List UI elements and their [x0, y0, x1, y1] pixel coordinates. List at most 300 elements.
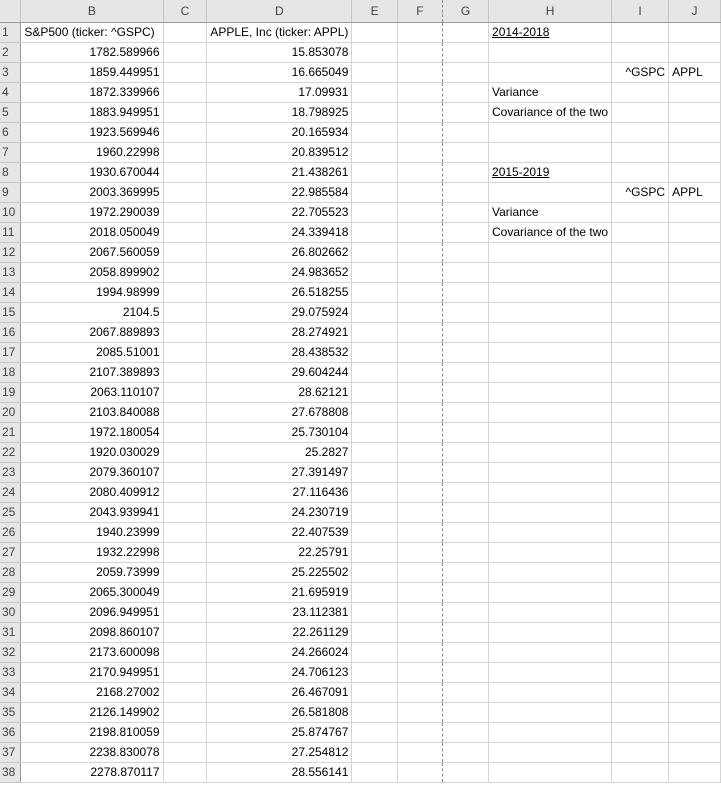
cell-h26[interactable]	[489, 523, 612, 543]
cell-g6[interactable]	[443, 123, 489, 143]
cell-e27[interactable]	[352, 543, 397, 563]
cell-h38[interactable]	[489, 763, 612, 783]
cell-g8[interactable]	[443, 163, 489, 183]
cell-c6[interactable]	[163, 123, 207, 143]
cell-e6[interactable]	[352, 123, 397, 143]
cell-j27[interactable]	[669, 543, 721, 563]
cell-i19[interactable]	[612, 383, 669, 403]
cell-f20[interactable]	[397, 403, 442, 423]
cell-i28[interactable]	[612, 563, 669, 583]
row-header[interactable]: 18	[0, 363, 21, 383]
cell-e8[interactable]	[352, 163, 397, 183]
cell-g11[interactable]	[443, 223, 489, 243]
cell-h12[interactable]	[489, 243, 612, 263]
cell-e36[interactable]	[352, 723, 397, 743]
cell-e28[interactable]	[352, 563, 397, 583]
row-header[interactable]: 7	[0, 143, 21, 163]
cell-i8[interactable]	[612, 163, 669, 183]
row-header[interactable]: 3	[0, 63, 21, 83]
cell-j34[interactable]	[669, 683, 721, 703]
column-header-d[interactable]: D	[207, 0, 352, 23]
cell-g31[interactable]	[443, 623, 489, 643]
cell-f22[interactable]	[397, 443, 442, 463]
cell-j2[interactable]	[669, 43, 721, 63]
row-header[interactable]: 9	[0, 183, 21, 203]
cell-c38[interactable]	[163, 763, 207, 783]
cell-d35[interactable]	[207, 703, 352, 723]
cell-g7[interactable]	[443, 143, 489, 163]
cell-b9[interactable]	[21, 183, 163, 203]
cell-b29[interactable]	[21, 583, 163, 603]
cell-g36[interactable]	[443, 723, 489, 743]
cell-c11[interactable]	[163, 223, 207, 243]
cell-h10[interactable]	[489, 203, 612, 223]
cell-b12[interactable]	[21, 243, 163, 263]
cell-d29[interactable]	[207, 583, 352, 603]
cell-g19[interactable]	[443, 383, 489, 403]
cell-g1[interactable]	[443, 23, 489, 43]
cell-d25[interactable]	[207, 503, 352, 523]
cell-b19[interactable]	[21, 383, 163, 403]
row-header[interactable]: 4	[0, 83, 21, 103]
cell-e37[interactable]	[352, 743, 397, 763]
cell-j13[interactable]	[669, 263, 721, 283]
cell-i25[interactable]	[612, 503, 669, 523]
cell-c29[interactable]	[163, 583, 207, 603]
cell-h19[interactable]	[489, 383, 612, 403]
cell-g17[interactable]	[443, 343, 489, 363]
cell-c36[interactable]	[163, 723, 207, 743]
cell-e26[interactable]	[352, 523, 397, 543]
cell-c32[interactable]	[163, 643, 207, 663]
row-header[interactable]: 23	[0, 463, 21, 483]
cell-g35[interactable]	[443, 703, 489, 723]
cell-d34[interactable]	[207, 683, 352, 703]
cell-e24[interactable]	[352, 483, 397, 503]
cell-b18[interactable]	[21, 363, 163, 383]
cell-b27[interactable]	[21, 543, 163, 563]
cell-e18[interactable]	[352, 363, 397, 383]
cell-f4[interactable]	[397, 83, 442, 103]
cell-f9[interactable]	[397, 183, 442, 203]
cell-f12[interactable]	[397, 243, 442, 263]
cell-h16[interactable]	[489, 323, 612, 343]
cell-f5[interactable]	[397, 103, 442, 123]
cell-f27[interactable]	[397, 543, 442, 563]
cell-g23[interactable]	[443, 463, 489, 483]
cell-c34[interactable]	[163, 683, 207, 703]
cell-g5[interactable]	[443, 103, 489, 123]
cell-c21[interactable]	[163, 423, 207, 443]
cell-h30[interactable]	[489, 603, 612, 623]
column-header-c[interactable]: C	[163, 0, 207, 23]
cell-b20[interactable]	[21, 403, 163, 423]
cell-d24[interactable]	[207, 483, 352, 503]
cell-f16[interactable]	[397, 323, 442, 343]
cell-c1[interactable]	[163, 23, 207, 43]
row-header[interactable]: 6	[0, 123, 21, 143]
cell-f23[interactable]	[397, 463, 442, 483]
row-header[interactable]: 36	[0, 723, 21, 743]
cell-e5[interactable]	[352, 103, 397, 123]
cell-e2[interactable]	[352, 43, 397, 63]
cell-i37[interactable]	[612, 743, 669, 763]
cell-b17[interactable]	[21, 343, 163, 363]
cell-e1[interactable]	[352, 23, 397, 43]
cell-b15[interactable]	[21, 303, 163, 323]
cell-c23[interactable]	[163, 463, 207, 483]
cell-e34[interactable]	[352, 683, 397, 703]
cell-g20[interactable]	[443, 403, 489, 423]
cell-j32[interactable]	[669, 643, 721, 663]
cell-b23[interactable]	[21, 463, 163, 483]
cell-e16[interactable]	[352, 323, 397, 343]
cell-i18[interactable]	[612, 363, 669, 383]
cell-d8[interactable]	[207, 163, 352, 183]
row-header[interactable]: 15	[0, 303, 21, 323]
cell-j33[interactable]	[669, 663, 721, 683]
cell-g10[interactable]	[443, 203, 489, 223]
cell-b13[interactable]	[21, 263, 163, 283]
cell-j16[interactable]	[669, 323, 721, 343]
cell-d38[interactable]	[207, 763, 352, 783]
cell-f17[interactable]	[397, 343, 442, 363]
cell-g12[interactable]	[443, 243, 489, 263]
cell-f26[interactable]	[397, 523, 442, 543]
cell-c37[interactable]	[163, 743, 207, 763]
cell-e31[interactable]	[352, 623, 397, 643]
row-header[interactable]: 31	[0, 623, 21, 643]
cell-f34[interactable]	[397, 683, 442, 703]
cell-e9[interactable]	[352, 183, 397, 203]
cell-g25[interactable]	[443, 503, 489, 523]
cell-j24[interactable]	[669, 483, 721, 503]
cell-b36[interactable]	[21, 723, 163, 743]
cell-g34[interactable]	[443, 683, 489, 703]
cell-d21[interactable]	[207, 423, 352, 443]
cell-j7[interactable]	[669, 143, 721, 163]
cell-i13[interactable]	[612, 263, 669, 283]
cell-c10[interactable]	[163, 203, 207, 223]
cell-b7[interactable]	[21, 143, 163, 163]
row-header[interactable]: 2	[0, 43, 21, 63]
cell-d32[interactable]	[207, 643, 352, 663]
cell-g13[interactable]	[443, 263, 489, 283]
cell-c13[interactable]	[163, 263, 207, 283]
cell-h3[interactable]	[489, 63, 612, 83]
cell-e17[interactable]	[352, 343, 397, 363]
cell-g21[interactable]	[443, 423, 489, 443]
cell-i15[interactable]	[612, 303, 669, 323]
cell-h20[interactable]	[489, 403, 612, 423]
cell-d16[interactable]	[207, 323, 352, 343]
cell-b30[interactable]	[21, 603, 163, 623]
cell-f1[interactable]	[397, 23, 442, 43]
cell-f10[interactable]	[397, 203, 442, 223]
cell-i27[interactable]	[612, 543, 669, 563]
cell-f13[interactable]	[397, 263, 442, 283]
cell-i36[interactable]	[612, 723, 669, 743]
cell-f37[interactable]	[397, 743, 442, 763]
cell-d19[interactable]	[207, 383, 352, 403]
row-header[interactable]: 34	[0, 683, 21, 703]
row-header[interactable]: 38	[0, 763, 21, 783]
cell-i9[interactable]	[612, 183, 669, 203]
cell-j10[interactable]	[669, 203, 721, 223]
cell-g4[interactable]	[443, 83, 489, 103]
row-header[interactable]: 29	[0, 583, 21, 603]
cell-j3[interactable]	[669, 63, 721, 83]
cell-g18[interactable]	[443, 363, 489, 383]
cell-h5[interactable]	[489, 103, 612, 123]
cell-h4[interactable]	[489, 83, 612, 103]
cell-b33[interactable]	[21, 663, 163, 683]
cell-g38[interactable]	[443, 763, 489, 783]
cell-f31[interactable]	[397, 623, 442, 643]
cell-d4[interactable]	[207, 83, 352, 103]
cell-j4[interactable]	[669, 83, 721, 103]
cell-b6[interactable]	[21, 123, 163, 143]
cell-e35[interactable]	[352, 703, 397, 723]
cell-h14[interactable]	[489, 283, 612, 303]
column-header-h[interactable]: H	[489, 0, 612, 23]
cell-f28[interactable]	[397, 563, 442, 583]
row-header[interactable]: 26	[0, 523, 21, 543]
cell-h7[interactable]	[489, 143, 612, 163]
cell-c5[interactable]	[163, 103, 207, 123]
cell-d15[interactable]	[207, 303, 352, 323]
cell-j14[interactable]	[669, 283, 721, 303]
cell-b1[interactable]	[21, 23, 163, 43]
cell-d5[interactable]	[207, 103, 352, 123]
cell-e33[interactable]	[352, 663, 397, 683]
cell-b28[interactable]	[21, 563, 163, 583]
column-header-g[interactable]: G	[443, 0, 489, 23]
cell-d6[interactable]	[207, 123, 352, 143]
cell-b25[interactable]	[21, 503, 163, 523]
cell-d26[interactable]	[207, 523, 352, 543]
cell-j12[interactable]	[669, 243, 721, 263]
cell-j15[interactable]	[669, 303, 721, 323]
cell-f32[interactable]	[397, 643, 442, 663]
cell-c14[interactable]	[163, 283, 207, 303]
cell-b35[interactable]	[21, 703, 163, 723]
column-header-e[interactable]: E	[352, 0, 397, 23]
cell-h28[interactable]	[489, 563, 612, 583]
row-header[interactable]: 37	[0, 743, 21, 763]
cell-h6[interactable]	[489, 123, 612, 143]
cell-h2[interactable]	[489, 43, 612, 63]
cell-i11[interactable]	[612, 223, 669, 243]
cell-h29[interactable]	[489, 583, 612, 603]
cell-i26[interactable]	[612, 523, 669, 543]
cell-g26[interactable]	[443, 523, 489, 543]
cell-i17[interactable]	[612, 343, 669, 363]
cell-i10[interactable]	[612, 203, 669, 223]
cell-h17[interactable]	[489, 343, 612, 363]
row-header[interactable]: 33	[0, 663, 21, 683]
cell-j23[interactable]	[669, 463, 721, 483]
cell-c8[interactable]	[163, 163, 207, 183]
cell-d33[interactable]	[207, 663, 352, 683]
cell-i3[interactable]	[612, 63, 669, 83]
cell-e32[interactable]	[352, 643, 397, 663]
cell-d3[interactable]	[207, 63, 352, 83]
cell-i4[interactable]	[612, 83, 669, 103]
row-header[interactable]: 17	[0, 343, 21, 363]
cell-f29[interactable]	[397, 583, 442, 603]
cell-g3[interactable]	[443, 63, 489, 83]
cell-f19[interactable]	[397, 383, 442, 403]
cell-h25[interactable]	[489, 503, 612, 523]
cell-j5[interactable]	[669, 103, 721, 123]
cell-e19[interactable]	[352, 383, 397, 403]
column-header-f[interactable]: F	[397, 0, 442, 23]
cell-d10[interactable]	[207, 203, 352, 223]
cell-e21[interactable]	[352, 423, 397, 443]
cell-f14[interactable]	[397, 283, 442, 303]
cell-c20[interactable]	[163, 403, 207, 423]
row-header[interactable]: 11	[0, 223, 21, 243]
cell-c27[interactable]	[163, 543, 207, 563]
cell-h21[interactable]	[489, 423, 612, 443]
cell-d12[interactable]	[207, 243, 352, 263]
cell-c24[interactable]	[163, 483, 207, 503]
cell-b22[interactable]	[21, 443, 163, 463]
cell-b34[interactable]	[21, 683, 163, 703]
cell-c2[interactable]	[163, 43, 207, 63]
cell-d28[interactable]	[207, 563, 352, 583]
cell-e10[interactable]	[352, 203, 397, 223]
cell-g9[interactable]	[443, 183, 489, 203]
cell-b5[interactable]	[21, 103, 163, 123]
cell-j28[interactable]	[669, 563, 721, 583]
cell-f35[interactable]	[397, 703, 442, 723]
cell-h22[interactable]	[489, 443, 612, 463]
cell-h35[interactable]	[489, 703, 612, 723]
cell-h15[interactable]	[489, 303, 612, 323]
cell-j8[interactable]	[669, 163, 721, 183]
cell-i38[interactable]	[612, 763, 669, 783]
cell-g30[interactable]	[443, 603, 489, 623]
cell-c15[interactable]	[163, 303, 207, 323]
cell-c19[interactable]	[163, 383, 207, 403]
cell-h27[interactable]	[489, 543, 612, 563]
row-header[interactable]: 21	[0, 423, 21, 443]
row-header[interactable]: 32	[0, 643, 21, 663]
cell-b3[interactable]	[21, 63, 163, 83]
cell-i6[interactable]	[612, 123, 669, 143]
cell-b26[interactable]	[21, 523, 163, 543]
cell-i5[interactable]	[612, 103, 669, 123]
row-header[interactable]: 10	[0, 203, 21, 223]
cell-j11[interactable]	[669, 223, 721, 243]
row-header[interactable]: 24	[0, 483, 21, 503]
cell-c25[interactable]	[163, 503, 207, 523]
row-header[interactable]: 25	[0, 503, 21, 523]
row-header[interactable]: 27	[0, 543, 21, 563]
cell-c18[interactable]	[163, 363, 207, 383]
cell-f6[interactable]	[397, 123, 442, 143]
cell-f30[interactable]	[397, 603, 442, 623]
cell-b11[interactable]	[21, 223, 163, 243]
row-header[interactable]: 28	[0, 563, 21, 583]
column-header-b[interactable]: B	[21, 0, 163, 23]
cell-i32[interactable]	[612, 643, 669, 663]
cell-f24[interactable]	[397, 483, 442, 503]
cell-h11[interactable]	[489, 223, 612, 243]
cell-b14[interactable]	[21, 283, 163, 303]
row-header[interactable]: 12	[0, 243, 21, 263]
cell-c30[interactable]	[163, 603, 207, 623]
cell-g33[interactable]	[443, 663, 489, 683]
cell-j36[interactable]	[669, 723, 721, 743]
cell-g32[interactable]	[443, 643, 489, 663]
cell-i21[interactable]	[612, 423, 669, 443]
cell-e22[interactable]	[352, 443, 397, 463]
cell-d7[interactable]	[207, 143, 352, 163]
row-header[interactable]: 1	[0, 23, 21, 43]
cell-c16[interactable]	[163, 323, 207, 343]
cell-e12[interactable]	[352, 243, 397, 263]
cell-d30[interactable]	[207, 603, 352, 623]
cell-e38[interactable]	[352, 763, 397, 783]
cell-c4[interactable]	[163, 83, 207, 103]
cell-g28[interactable]	[443, 563, 489, 583]
cell-c33[interactable]	[163, 663, 207, 683]
cell-b16[interactable]	[21, 323, 163, 343]
cell-j1[interactable]	[669, 23, 721, 43]
cell-c3[interactable]	[163, 63, 207, 83]
cell-h34[interactable]	[489, 683, 612, 703]
cell-j30[interactable]	[669, 603, 721, 623]
row-header[interactable]: 19	[0, 383, 21, 403]
row-header[interactable]: 35	[0, 703, 21, 723]
cell-j38[interactable]	[669, 763, 721, 783]
cell-b32[interactable]	[21, 643, 163, 663]
cell-j18[interactable]	[669, 363, 721, 383]
cell-f21[interactable]	[397, 423, 442, 443]
cell-i29[interactable]	[612, 583, 669, 603]
cell-i2[interactable]	[612, 43, 669, 63]
cell-i35[interactable]	[612, 703, 669, 723]
cell-b8[interactable]	[21, 163, 163, 183]
cell-j9[interactable]	[669, 183, 721, 203]
cell-j22[interactable]	[669, 443, 721, 463]
cell-g16[interactable]	[443, 323, 489, 343]
cell-c26[interactable]	[163, 523, 207, 543]
row-header[interactable]: 5	[0, 103, 21, 123]
cell-b21[interactable]	[21, 423, 163, 443]
cell-f3[interactable]	[397, 63, 442, 83]
cell-c22[interactable]	[163, 443, 207, 463]
row-header[interactable]: 14	[0, 283, 21, 303]
cell-d1[interactable]	[207, 23, 352, 43]
cell-j37[interactable]	[669, 743, 721, 763]
cell-d23[interactable]	[207, 463, 352, 483]
cell-h33[interactable]	[489, 663, 612, 683]
cell-g24[interactable]	[443, 483, 489, 503]
cell-d31[interactable]	[207, 623, 352, 643]
cell-b10[interactable]	[21, 203, 163, 223]
cell-f38[interactable]	[397, 763, 442, 783]
cell-c17[interactable]	[163, 343, 207, 363]
cell-i31[interactable]	[612, 623, 669, 643]
row-header[interactable]: 13	[0, 263, 21, 283]
cell-i12[interactable]	[612, 243, 669, 263]
cell-d27[interactable]	[207, 543, 352, 563]
cell-g14[interactable]	[443, 283, 489, 303]
